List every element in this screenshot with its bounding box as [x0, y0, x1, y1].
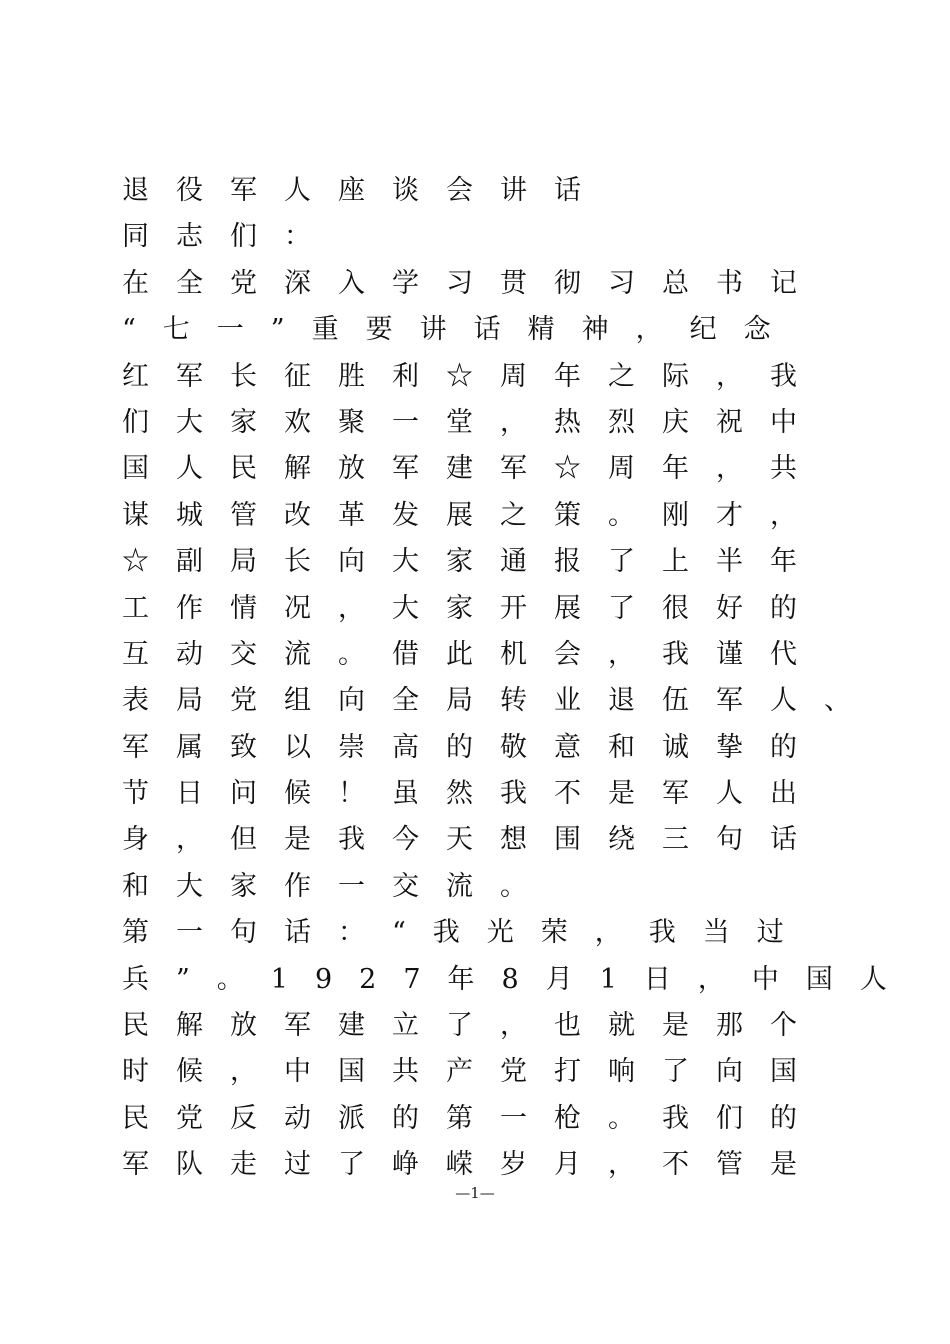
paragraph-line: 民解放军建立了，也就是那个 — [122, 1010, 824, 1042]
paragraph-line: 们大家欢聚一堂，热烈庆祝中 — [122, 406, 824, 438]
page-number: —1— — [455, 1184, 495, 1202]
paragraph-line: 军属致以崇高的敬意和诚挚的 — [122, 731, 824, 763]
paragraph-line: ☆副局长向大家通报了上半年 — [122, 546, 824, 578]
salutation: 同志们： — [122, 221, 338, 253]
paragraph-line: 和大家作一交流。 — [122, 870, 554, 902]
paragraph-line: 表局党组向全局转业退伍军人、 — [122, 685, 878, 717]
paragraph-line: 军队走过了峥嵘岁月，不管是 — [122, 1149, 824, 1181]
paragraph-line: 身，但是我今天想围绕三句话 — [122, 824, 824, 856]
paragraph-line: 第一句话：“我光荣，我当过 — [122, 917, 811, 949]
paragraph-line: 时候，中国共产党打响了向国 — [122, 1056, 824, 1088]
paragraph-line: 红军长征胜利☆周年之际，我 — [122, 360, 824, 392]
paragraph-line: 在全党深入学习贯彻习总书记 — [122, 267, 824, 299]
paragraph-line: 工作情况，大家开展了很好的 — [122, 592, 824, 624]
paragraph-line: 民党反动派的第一枪。我们的 — [122, 1102, 824, 1134]
document-title: 退役军人座谈会讲话 — [122, 175, 608, 206]
paragraph-line: 国人民解放军建军☆周年，共 — [122, 453, 824, 485]
paragraph-line: 谋城管改革发展之策。刚才， — [122, 499, 824, 531]
paragraph-line: 节日问候！虽然我不是军人出 — [122, 778, 824, 810]
body-text — [122, 168, 914, 1189]
paragraph-line: 兵”。1927年8月1日，中国人 — [122, 963, 914, 995]
paragraph-line: “七一”重要讲话精神，纪念 — [122, 314, 798, 346]
paragraph-line: 互动交流。借此机会，我谨代 — [122, 638, 824, 670]
